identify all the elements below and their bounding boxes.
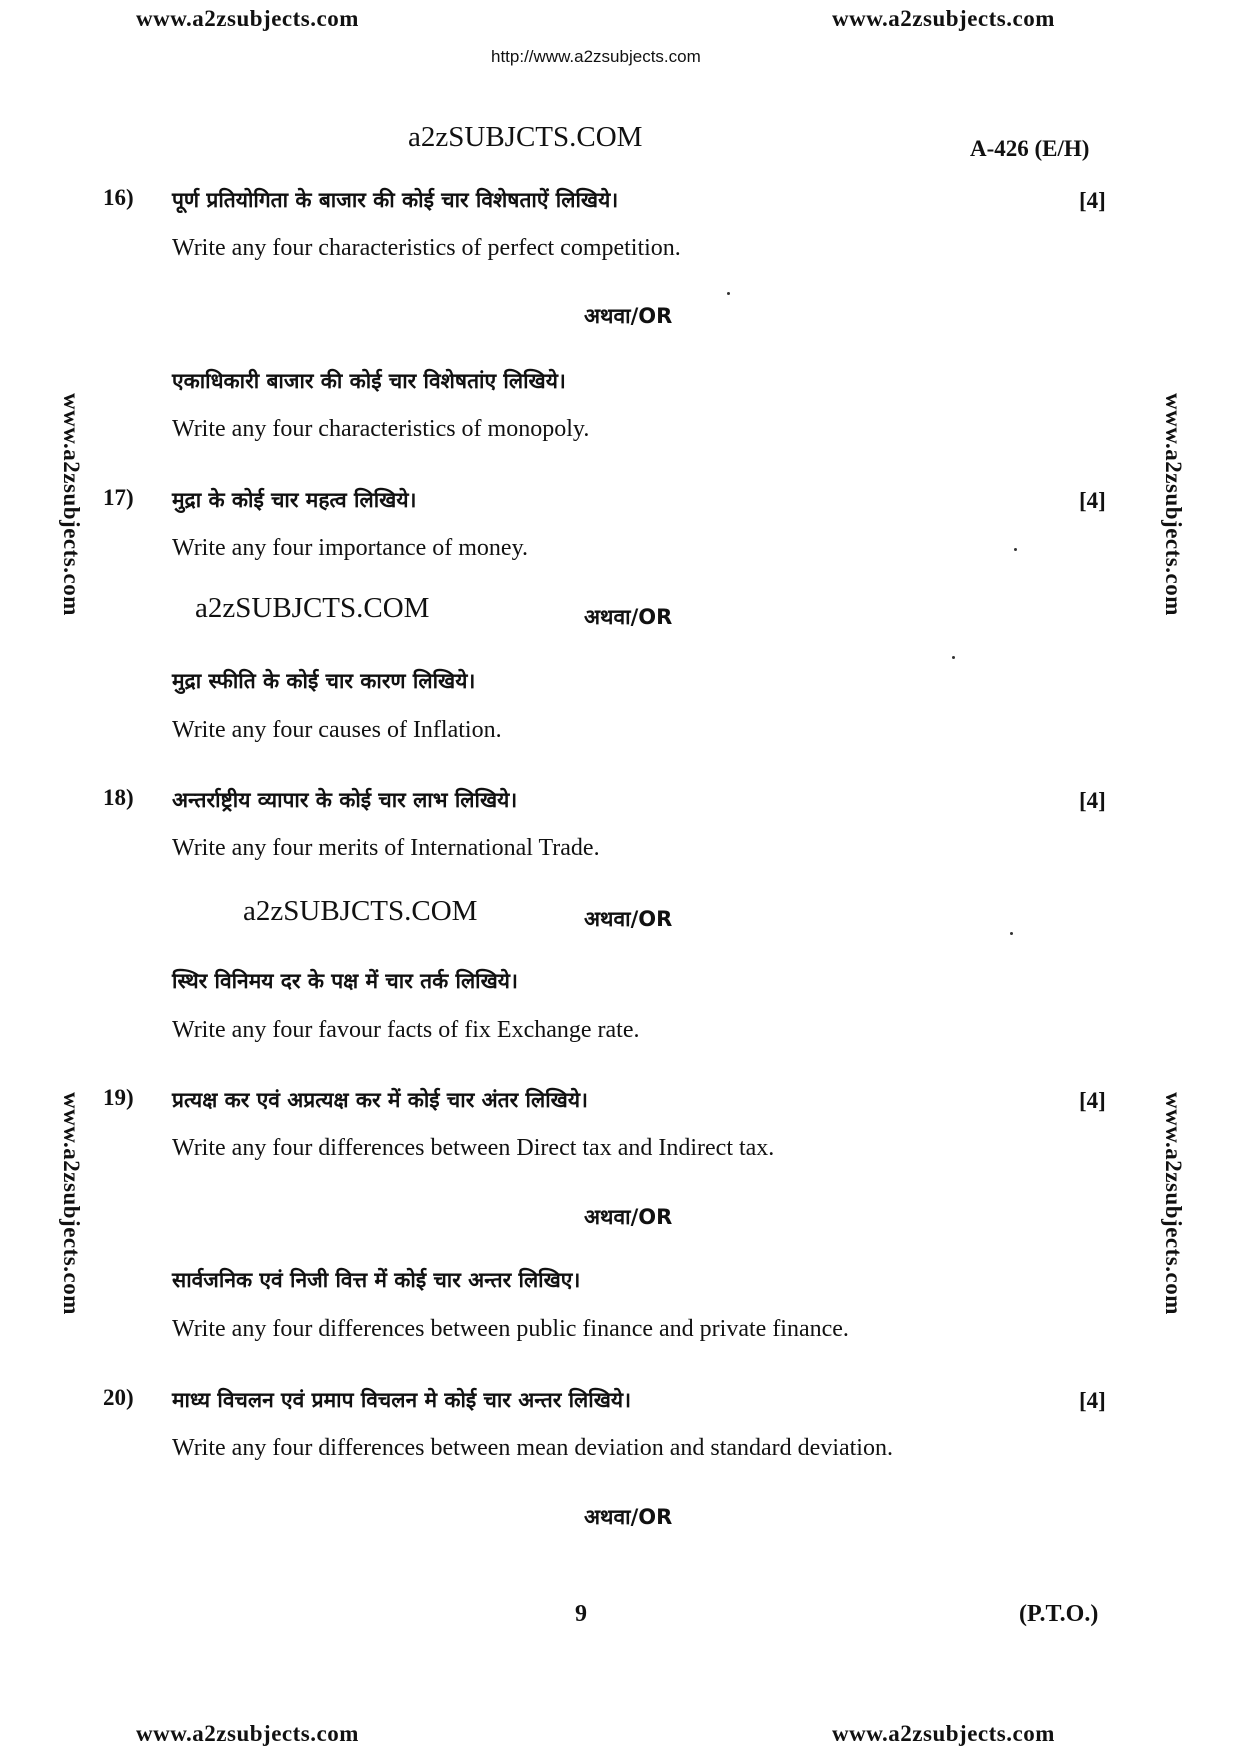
question-marks: [4] — [1079, 188, 1106, 213]
question-number: 19) — [103, 1085, 134, 1110]
pto-label: (P.T.O.) — [1019, 1601, 1099, 1627]
question-alt-english: Write any four characteristics of monopoly. — [172, 416, 590, 442]
or-separator: अथवा/OR — [584, 1205, 673, 1229]
question-hindi: माध्य विचलन एवं प्रमाप विचलन मे कोई चार अन्तर लिखिये। — [172, 1388, 632, 1412]
question-hindi: अन्तर्राष्ट्रीय व्यापार के कोई चार लाभ लिखिये। — [172, 788, 518, 812]
question-alt-hindi: एकाधिकारी बाजार की कोई चार विशेषतांए लिखिये। — [172, 369, 566, 393]
question-english: Write any four differences between Direct tax and Indirect tax. — [172, 1135, 775, 1161]
question-alt-hindi: स्थिर विनिमय दर के पक्ष में चार तर्क लिखिये। — [172, 969, 518, 993]
question-english: Write any four characteristics of perfect competition. — [172, 235, 681, 261]
header-url[interactable]: http://www.a2zsubjects.com — [491, 47, 701, 66]
question-english: Write any four importance of money. — [172, 535, 529, 561]
page-number: 9 — [575, 1601, 587, 1627]
scan-speck — [1010, 932, 1013, 935]
question-marks: [4] — [1079, 788, 1106, 813]
or-separator: अथवा/OR — [584, 907, 673, 931]
question-alt-english: Write any four differences between public finance and private finance. — [172, 1316, 849, 1342]
side-site-left-bottom: www.a2zsubjects.com — [59, 1092, 84, 1315]
header-site-left: www.a2zsubjects.com — [136, 6, 359, 31]
or-separator: अथवा/OR — [584, 1505, 673, 1529]
question-alt-english: Write any four causes of Inflation. — [172, 717, 502, 743]
or-separator: अथवा/OR — [584, 605, 673, 629]
scan-speck — [1014, 548, 1017, 551]
side-site-right-bottom: www.a2zsubjects.com — [1161, 1092, 1186, 1315]
question-hindi: पूर्ण प्रतियोगिता के बाजार की कोई चार विशेषताऐं लिखिये। — [172, 188, 619, 212]
question-alt-english: Write any four favour facts of fix Exchange rate. — [172, 1017, 640, 1043]
question-number: 17) — [103, 485, 134, 510]
side-site-right-top: www.a2zsubjects.com — [1161, 393, 1186, 616]
question-english: Write any four merits of International Trade. — [172, 835, 600, 861]
watermark-mid: a2zSUBJCTS.COM — [243, 895, 478, 927]
footer-site-left: www.a2zsubjects.com — [136, 1721, 359, 1746]
watermark-mid: a2zSUBJCTS.COM — [195, 592, 430, 624]
question-alt-hindi: मुद्रा स्फीति के कोई चार कारण लिखिये। — [172, 669, 476, 693]
or-separator: अथवा/OR — [584, 304, 673, 328]
footer-site-right: www.a2zsubjects.com — [832, 1721, 1055, 1746]
question-number: 16) — [103, 185, 134, 210]
question-marks: [4] — [1079, 1088, 1106, 1113]
paper-code: A-426 (E/H) — [970, 136, 1090, 161]
question-number: 20) — [103, 1385, 134, 1410]
side-site-left-top: www.a2zsubjects.com — [59, 393, 84, 616]
header-site-right: www.a2zsubjects.com — [832, 6, 1055, 31]
question-english: Write any four differences between mean deviation and standard deviation. — [172, 1435, 893, 1461]
question-marks: [4] — [1079, 488, 1106, 513]
question-hindi: प्रत्यक्ष कर एवं अप्रत्यक्ष कर में कोई चार अंतर लिखिये। — [172, 1088, 588, 1112]
question-hindi: मुद्रा के कोई चार महत्व लिखिये। — [172, 488, 417, 512]
watermark-top: a2zSUBJCTS.COM — [408, 121, 643, 153]
question-number: 18) — [103, 785, 134, 810]
scan-speck — [952, 656, 955, 659]
question-marks: [4] — [1079, 1388, 1106, 1413]
question-alt-hindi: सार्वजनिक एवं निजी वित्त में कोई चार अन्तर लिखिए। — [172, 1268, 581, 1292]
scan-speck — [727, 292, 730, 295]
